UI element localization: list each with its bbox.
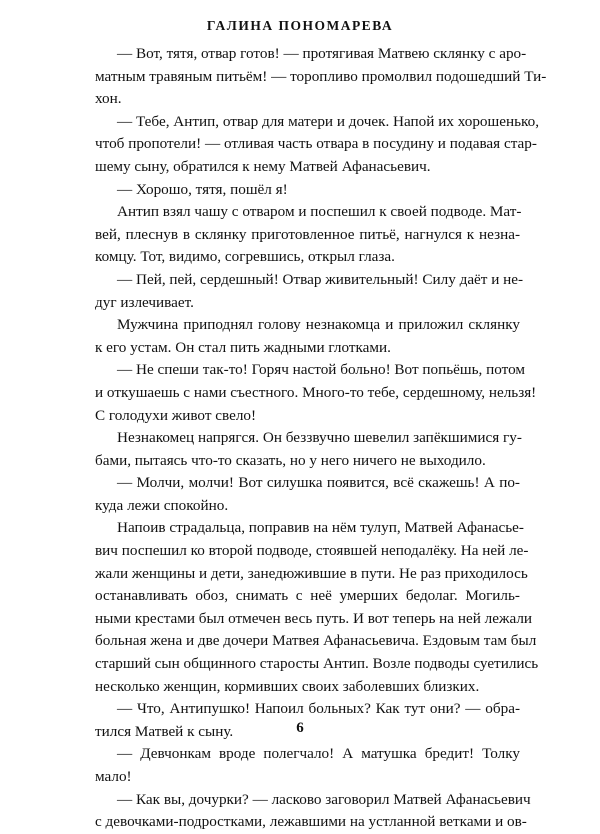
text-line: вич поспешил ко второй подводе, стоявшей неподалёку. На ней ле- (95, 542, 529, 560)
page-number: 6 (296, 720, 304, 736)
text-line: — Молчи, молчи! Вот силушка появится, всё скажешь! А по- (117, 474, 520, 492)
text-line: — Пей, пей, сердешный! Отвар живительный! Силу даёт и не- (117, 270, 524, 288)
text-line: останавливать обоз, снимать с неё умерших бедолаг. Могиль- (95, 587, 520, 605)
text-line: — Вот, тятя, отвар готов! — протягивая Матвею склянку с аро- (117, 45, 527, 62)
text-line: — Как вы, дочурки? — ласково заговорил Матвей Афанасьевич (117, 790, 531, 808)
text-line: — Девчонкам вроде полегчало! А матушка бредит! Толку (117, 745, 520, 763)
text-line: шему сыну, обратился к нему Матвей Афанасьевич. (95, 157, 431, 175)
text-line: тился Матвей к сыну. (95, 722, 234, 740)
text-line: матным травяным питьём! — торопливо промолвил подошедший Ти- (95, 67, 547, 85)
text-line: и откушаешь с нами съестного. Много-то тебе, сердешному, нельзя! (95, 383, 537, 401)
text-line: чтоб пропотели! — отливая часть отвара в посудину и подавая стар- (95, 135, 537, 153)
text-line: Напоив страдальца, поправив на нём тулуп, Матвей Афанасье- (117, 519, 524, 537)
text-line: Мужчина приподнял голову незнакомца и приложил склянку (117, 316, 520, 334)
text-line: с девочками-подростками, лежавшими на устланной ветками и ов- (95, 813, 527, 831)
running-head-author: ГАЛИНА ПОНОМАРЕВА (206, 18, 394, 33)
body-text (95, 43, 547, 834)
text-line: дуг излечивает. (95, 293, 194, 311)
text-line: несколько женщин, кормивших своих заболевших близких. (95, 677, 480, 695)
text-line: хон. (95, 90, 122, 108)
text-line: С голодухи живот свело! (95, 406, 257, 424)
text-line: — Что, Антипушко! Напоил больных? Как тут они? — обра- (117, 700, 520, 718)
text-line: жали женщины и дети, занедюжившие в пути. Не раз приходилось (95, 564, 528, 582)
text-line: к его устам. Он стал пить жадными глотками. (95, 338, 391, 356)
text-line: вей, плеснув в склянку приготовленное питьё, нагнулся к незна- (95, 225, 520, 243)
text-line: старший сын общинного старосты Антип. Возле подводы суетились (95, 655, 539, 673)
text-line: мало! (95, 768, 132, 785)
text-line: больная жена и две дочери Матвея Афанасьевича. Ездовым там был (95, 632, 537, 650)
text-line: Незнакомец напрягся. Он беззвучно шевелил запёкшимися гу- (117, 429, 522, 447)
text-line: куда лежи спокойно. (95, 496, 229, 514)
text-line: — Не спеши так-то! Горяч настой больно! Вот попьёшь, потом (117, 361, 525, 379)
text-line: бами, пытаясь что-то сказать, но у него ничего не выходило. (95, 451, 486, 469)
text-line: — Хорошо, тятя, пошёл я! (117, 180, 288, 198)
text-line: ными крестами был отмечен весь путь. И вот теперь на ней лежали (95, 609, 533, 627)
text-line: — Тебе, Антип, отвар для матери и дочек. Напой их хорошенько, (117, 112, 539, 130)
text-line: Антип взял чашу с отваром и поспешил к своей подводе. Мат- (117, 203, 522, 221)
text-line: комцу. Тот, видимо, согревшись, открыл глаза. (95, 248, 395, 266)
